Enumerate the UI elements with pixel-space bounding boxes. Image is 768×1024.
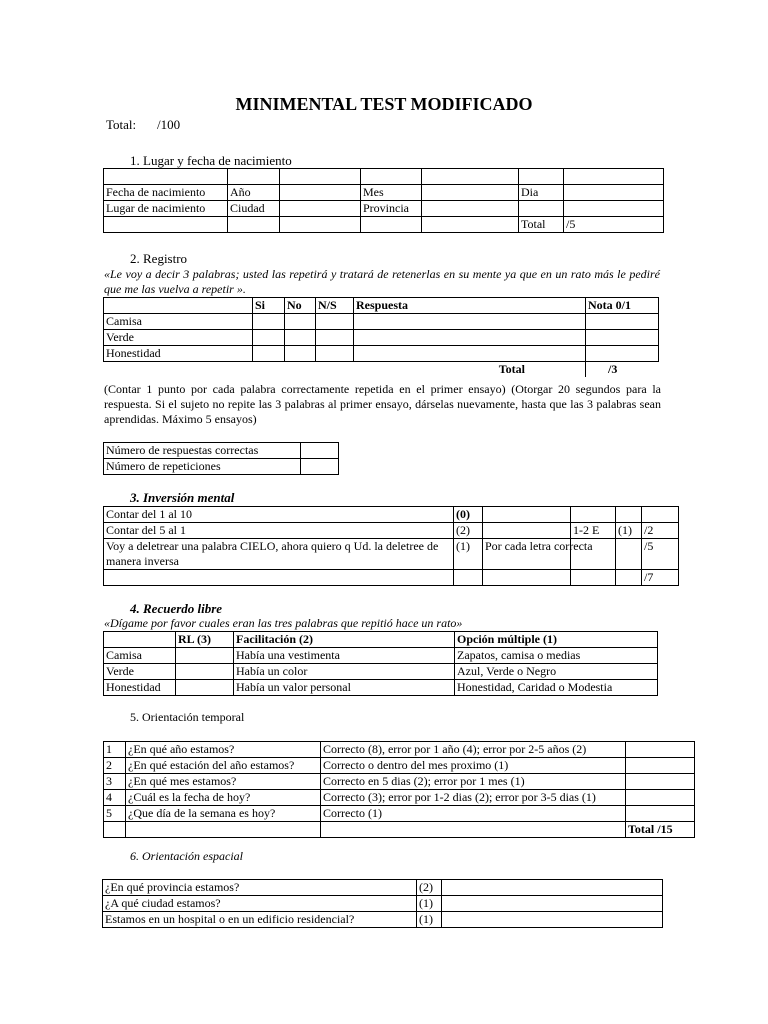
table-cell: Lugar de nacimiento <box>104 201 228 217</box>
table-row <box>104 806 695 822</box>
table-cell: Total /15 <box>626 822 695 838</box>
table-cell: Estamos en un hospital o en un edificio residencial? <box>103 912 417 928</box>
table-cell <box>483 507 571 523</box>
table-cell <box>454 570 483 586</box>
table-cell: ¿Que día de la semana es hoy? <box>126 806 321 822</box>
table-row <box>104 570 679 586</box>
table-cell: Correcto (1) <box>321 806 626 822</box>
total-label: Total: <box>106 117 137 132</box>
table-row <box>104 346 659 362</box>
table-cell <box>280 169 361 185</box>
table-cell: Verde <box>104 664 176 680</box>
column-header: No <box>285 298 316 314</box>
table-cell: (1) <box>417 912 442 928</box>
table-row <box>104 790 695 806</box>
table-cell <box>280 217 361 233</box>
table-row <box>104 539 679 570</box>
table-cell <box>564 169 664 185</box>
table-cell: 4 <box>104 790 126 806</box>
recuerdo-quote: «Dígame por favor cuales eran las tres palabras que repitió hace un rato» <box>104 616 463 630</box>
table-row <box>104 822 695 838</box>
table-cell <box>616 539 642 570</box>
count-value <box>301 459 339 475</box>
table-cell: /5 <box>642 539 679 570</box>
table-cell: (1) <box>417 896 442 912</box>
table-cell <box>354 314 586 330</box>
table-cell: ¿En qué provincia estamos? <box>103 880 417 896</box>
table-cell: ¿Cuál es la fecha de hoy? <box>126 790 321 806</box>
table-cell <box>321 822 626 838</box>
count-label: Número de repeticiones <box>104 459 301 475</box>
column-header: Si <box>253 298 285 314</box>
table-cell: ¿En qué año estamos? <box>126 742 321 758</box>
table-row <box>104 648 658 664</box>
table-cell <box>442 896 663 912</box>
table-cell: Correcto (3); error por 1-2 dias (2); error por 3-5 dias (1) <box>321 790 626 806</box>
table-cell <box>285 346 316 362</box>
table-cell: ¿En qué mes estamos? <box>126 774 321 790</box>
table-row <box>104 664 658 680</box>
table-cell <box>316 346 354 362</box>
table-cell <box>626 758 695 774</box>
table-cell: Había una vestimenta <box>234 648 455 664</box>
table-row <box>104 758 695 774</box>
table-cell: ¿A qué ciudad estamos? <box>103 896 417 912</box>
section-3-heading: 3. Inversión mental <box>130 490 235 505</box>
total-value: /100 <box>157 117 181 132</box>
espacial-table <box>102 879 663 928</box>
table-cell: Por cada letra correcta <box>483 539 571 570</box>
section-6-heading: 6. Orientación espacial <box>130 849 243 863</box>
table-row <box>104 201 664 217</box>
total-label: Total <box>104 362 586 378</box>
table-cell <box>616 507 642 523</box>
section-4-heading: 4. Recuerdo libre <box>130 601 223 616</box>
table-row <box>104 185 664 201</box>
recuerdo-table-body <box>104 632 658 696</box>
table-cell: Honestidad, Caridad o Modestia <box>455 680 658 696</box>
table-cell <box>626 806 695 822</box>
section-1-heading: 1. Lugar y fecha de nacimiento <box>130 153 292 168</box>
table-cell <box>316 330 354 346</box>
table-cell <box>126 822 321 838</box>
table-cell: Provincia <box>361 201 422 217</box>
table-cell <box>564 201 664 217</box>
table-cell <box>564 185 664 201</box>
birth-table-body <box>104 169 664 233</box>
inversion-table-body <box>104 507 679 586</box>
registro-table <box>103 297 659 377</box>
table-row <box>103 912 663 928</box>
table-cell <box>285 330 316 346</box>
table-cell: Camisa <box>104 314 253 330</box>
table-row <box>104 523 679 539</box>
count-table-body <box>104 443 339 475</box>
table-cell <box>626 774 695 790</box>
column-header <box>104 632 176 648</box>
table-cell <box>104 570 454 586</box>
table-cell: Correcto en 5 dias (2); error por 1 mes (1) <box>321 774 626 790</box>
table-cell: Zapatos, camisa o medias <box>455 648 658 664</box>
document-title: MINIMENTAL TEST MODIFICADO <box>235 94 533 114</box>
table-cell <box>626 742 695 758</box>
column-header: Facilitación (2) <box>234 632 455 648</box>
table-cell <box>483 523 571 539</box>
table-cell <box>422 185 519 201</box>
table-header-row <box>104 632 658 648</box>
table-cell <box>586 346 659 362</box>
table-cell <box>422 169 519 185</box>
table-cell <box>285 314 316 330</box>
table-cell: /5 <box>564 217 664 233</box>
table-cell: Había un color <box>234 664 455 680</box>
espacial-table-body <box>103 880 663 928</box>
table-row <box>104 217 664 233</box>
table-cell: 1 <box>104 742 126 758</box>
table-row <box>104 742 695 758</box>
table-cell: (2) <box>454 523 483 539</box>
table-cell: Honestidad <box>104 346 253 362</box>
temporal-table-body <box>104 742 695 838</box>
table-cell: (1) <box>454 539 483 570</box>
birth-table <box>103 168 664 233</box>
table-row <box>104 774 695 790</box>
table-header-row <box>104 298 659 314</box>
table-cell: Ciudad <box>228 201 280 217</box>
table-cell: Había un valor personal <box>234 680 455 696</box>
table-cell <box>228 169 280 185</box>
table-cell <box>442 880 663 896</box>
table-cell <box>571 507 616 523</box>
table-cell <box>519 169 564 185</box>
temporal-table <box>103 741 695 838</box>
table-cell <box>354 346 586 362</box>
table-cell: /2 <box>642 523 679 539</box>
table-cell: (0) <box>454 507 483 523</box>
column-header: Nota 0/1 <box>586 298 659 314</box>
count-table <box>103 442 339 475</box>
table-cell: Fecha de nacimiento <box>104 185 228 201</box>
table-cell <box>361 217 422 233</box>
table-cell <box>642 507 679 523</box>
table-row <box>104 169 664 185</box>
table-cell: Honestidad <box>104 680 176 696</box>
table-cell <box>571 570 616 586</box>
table-cell <box>586 330 659 346</box>
table-cell: Verde <box>104 330 253 346</box>
table-cell: (1) <box>616 523 642 539</box>
table-cell <box>422 217 519 233</box>
column-header: Respuesta <box>354 298 586 314</box>
inversion-table <box>103 506 679 586</box>
table-row <box>104 330 659 346</box>
table-cell <box>519 201 564 217</box>
table-cell: 3 <box>104 774 126 790</box>
table-cell <box>483 570 571 586</box>
table-row <box>103 880 663 896</box>
table-cell: Total <box>519 217 564 233</box>
table-row <box>104 680 658 696</box>
total-row <box>104 362 659 378</box>
column-header <box>104 298 253 314</box>
table-row <box>104 459 339 475</box>
table-cell: 1-2 E <box>571 523 616 539</box>
table-cell: /7 <box>642 570 679 586</box>
table-cell: 5 <box>104 806 126 822</box>
table-cell <box>442 912 663 928</box>
table-cell: Voy a deletrear una palabra CIELO, ahora quiero q Ud. la deletree de manera inversa <box>104 539 454 570</box>
table-row <box>104 443 339 459</box>
table-cell: Correcto (8), error por 1 año (4); error por 2-5 años (2) <box>321 742 626 758</box>
table-cell <box>316 314 354 330</box>
table-cell <box>253 346 285 362</box>
table-cell <box>354 330 586 346</box>
table-cell <box>280 185 361 201</box>
table-row <box>104 507 679 523</box>
table-cell <box>616 570 642 586</box>
table-cell <box>626 790 695 806</box>
table-cell: Camisa <box>104 648 176 664</box>
table-cell: Azul, Verde o Negro <box>455 664 658 680</box>
table-cell: ¿En qué estación del año estamos? <box>126 758 321 774</box>
table-cell: 2 <box>104 758 126 774</box>
table-cell: Contar del 5 al 1 <box>104 523 454 539</box>
table-row <box>103 896 663 912</box>
table-cell: Contar del 1 al 10 <box>104 507 454 523</box>
table-row <box>104 314 659 330</box>
column-header: N/S <box>316 298 354 314</box>
column-header: RL (3) <box>176 632 234 648</box>
table-cell: Correcto o dentro del mes proximo (1) <box>321 758 626 774</box>
table-cell: Mes <box>361 185 422 201</box>
registro-table-body <box>104 298 659 378</box>
table-cell <box>253 330 285 346</box>
table-cell <box>422 201 519 217</box>
table-cell: Dia <box>519 185 564 201</box>
table-cell <box>253 314 285 330</box>
count-value <box>301 443 339 459</box>
table-cell <box>280 201 361 217</box>
registro-note: (Contar 1 punto por cada palabra correctamente repetida en el primer ensayo) (Otorgar 20 segundos para la respuesta. Si el sujeto no repite las 3 palabras al primer ensayo, dárselas nuevamente, hasta que las 3 palabras sean aprendidas. Máximo 5 ensayos) <box>104 382 661 426</box>
table-cell <box>104 217 228 233</box>
table-cell <box>104 822 126 838</box>
table-cell <box>176 664 234 680</box>
column-header: Opción múltiple (1) <box>455 632 658 648</box>
table-cell: (2) <box>417 880 442 896</box>
registro-quote: «Le voy a decir 3 palabras; usted las repetirá y tratará de retenerlas en su mente ya que en un rato más le pediré que me las vuelva a repetir ». <box>104 267 660 296</box>
table-cell <box>176 680 234 696</box>
count-label: Número de respuestas correctas <box>104 443 301 459</box>
recuerdo-table <box>103 631 658 696</box>
table-cell: Año <box>228 185 280 201</box>
section-5-heading: 5. Orientación temporal <box>130 710 245 724</box>
table-cell <box>228 217 280 233</box>
table-cell <box>361 169 422 185</box>
table-cell <box>176 648 234 664</box>
section-2-heading: 2. Registro <box>130 251 188 266</box>
total-value: /3 <box>586 362 659 378</box>
table-cell <box>104 169 228 185</box>
table-cell <box>586 314 659 330</box>
